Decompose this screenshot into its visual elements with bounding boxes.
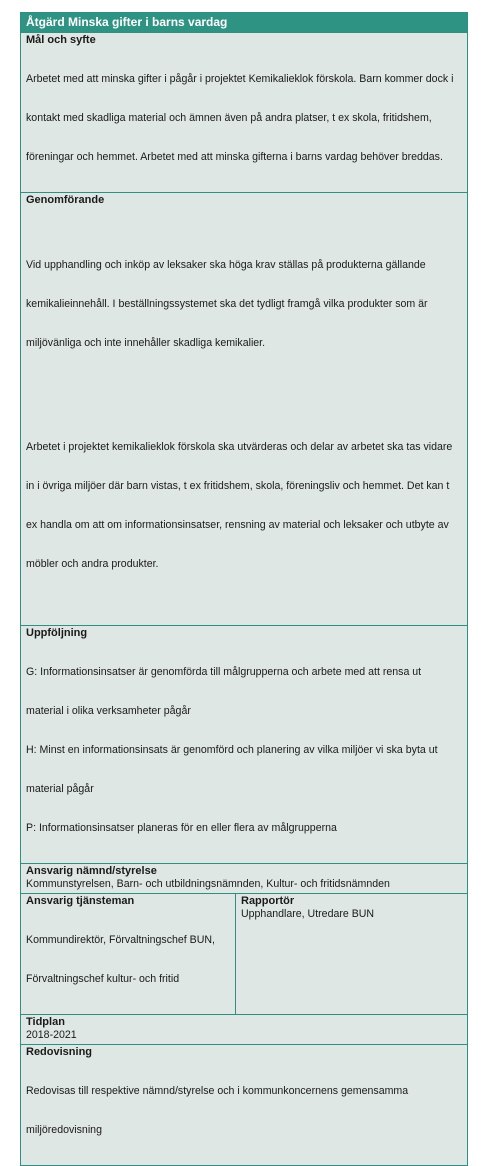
text-line: P: Informationsinsatser planeras för en eller flera av målgrupperna <box>26 822 337 834</box>
section-body-ansvarig-namnd: Kommunstyrelsen, Barn- och utbildningsnämnden, Kultur- och fritidsnämnden <box>26 878 390 890</box>
text-line: material pågår <box>26 783 94 795</box>
section-uppfoljning <box>21 625 467 863</box>
section-title-ansvarig-tjansteman: Ansvarig tjänsteman <box>26 895 135 907</box>
text-line: G: Informationsinsatser är genomförda till målgrupperna och arbete med att rensa ut <box>26 666 422 678</box>
text-line: föreningar och hemmet. Arbetet med att minska gifterna i barns vardag behöver breddas. <box>26 151 443 163</box>
text-line: Arbetet med att minska gifter i pågår i projektet Kemikalieklok förskola. Barn kommer dock i <box>26 73 454 85</box>
text-line: miljövänliga och inte innehåller skadliga kemikalier. <box>26 337 266 349</box>
text-line: möbler och andra produkter. <box>26 558 159 570</box>
section-title-tidplan: Tidplan <box>26 1016 65 1028</box>
text-line: Arbetet i projektet kemikalieklok förskola ska utvärderas och delar av arbetet ska tas vidare <box>26 441 453 453</box>
section-title-mal: Mål och syfte <box>26 34 96 46</box>
text-line: Redovisas till respektive nämnd/styrelse och i kommunkoncernens gemensamma <box>26 1085 409 1097</box>
section-tidplan <box>21 1014 467 1044</box>
section-genomforande <box>21 192 467 625</box>
action-card <box>20 12 468 1166</box>
text-line: Vid upphandling och inköp av leksaker ska höga krav ställas på produkterna gällande <box>26 259 426 271</box>
text-line: Förvaltningschef kultur- och fritid <box>26 973 180 985</box>
text-line: in i övriga miljöer där barn vistas, t ex fritidshem, skola, föreningsliv och hemmet. Det kan t <box>26 480 450 492</box>
section-title-ansvarig-namnd: Ansvarig nämnd/styrelse <box>26 865 157 877</box>
section-title-uppfoljning: Uppföljning <box>26 627 88 639</box>
paragraph <box>26 233 462 376</box>
section-ansvarig-tjansteman <box>21 894 236 1014</box>
text-line: Kommundirektör, Förvaltningschef BUN, <box>26 934 215 946</box>
section-body-rapportor: Upphandlare, Utredare BUN <box>241 908 375 920</box>
section-responsibility-split <box>21 893 467 1014</box>
section-mal-och-syfte <box>21 32 467 192</box>
section-redovisning <box>21 1044 467 1165</box>
section-title-rapportor: Rapportör <box>241 895 295 907</box>
section-body-tidplan: 2018-2021 <box>26 1029 77 1041</box>
text-line: material i olika verksamheter pågår <box>26 705 191 717</box>
text-line: ex handla om att om informationsinsatser, rensning av material och leksaker och utbyte av <box>26 519 449 531</box>
section-body-uppfoljning <box>26 640 462 861</box>
text-line: kemikalieinnehåll. I beställningssystemet ska det tydligt framgå vilka produkter som är <box>26 298 428 310</box>
section-ansvarig-namnd <box>21 863 467 893</box>
text-line: H: Minst en informationsinsats är genomförd och planering av vilka miljöer vi ska byta ut <box>26 744 438 756</box>
section-title-genomforande: Genomförande <box>26 194 105 206</box>
card-title: Åtgärd Minska gifter i barns vardag <box>21 13 467 32</box>
section-body-ansvarig-tjansteman <box>26 908 230 1012</box>
section-body-mal <box>26 47 462 190</box>
paragraph <box>26 415 462 597</box>
text-line: kontakt med skadliga material och ämnen även på andra platser, t ex skola, fritidshem, <box>26 112 432 124</box>
section-body-redovisning <box>26 1059 462 1163</box>
section-body-genomforande <box>26 207 462 623</box>
section-title-redovisning: Redovisning <box>26 1046 93 1058</box>
text-line: miljöredovisning <box>26 1124 102 1136</box>
section-rapportor <box>236 894 467 1014</box>
